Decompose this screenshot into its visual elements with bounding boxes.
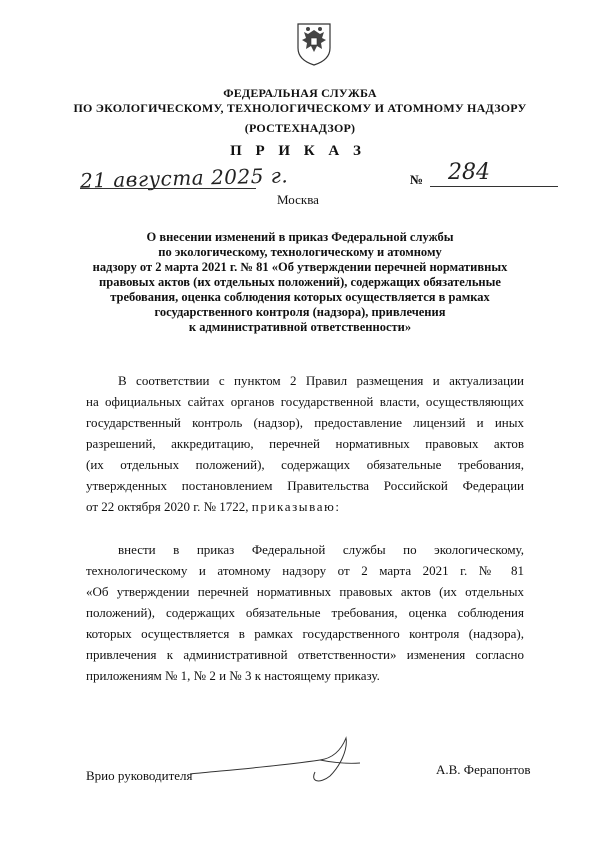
paragraph-line: привлечения к административной ответственности» изменения согласно xyxy=(86,647,524,662)
heading-line: требования, оценка соблюдения которых осуществляется в рамках xyxy=(110,290,490,304)
paragraph-line: В соответствии с пунктом 2 Правил размещения и актуализации xyxy=(118,373,524,388)
heading-line: государственного контроля (надзора), привлечения xyxy=(154,305,446,319)
signatory-name: А.В. Ферапонтов xyxy=(436,762,531,777)
paragraph-line: приложениям № 1, № 2 и № 3 к настоящему приказу. xyxy=(86,668,380,683)
number-underline xyxy=(430,186,558,187)
paragraph-line: технологическому и атомному надзору от 2 марта 2021 г. № 81 xyxy=(86,563,524,578)
paragraph-line-prefix: от 22 октября 2020 г. № 1722, xyxy=(86,499,249,514)
agency-name-line2: ПО ЭКОЛОГИЧЕСКОМУ, ТЕХНОЛОГИЧЕСКОМУ И АТОМНОМУ НАДЗОРУ xyxy=(73,101,527,115)
heading-line: по экологическому, технологическому и атомному xyxy=(158,245,442,259)
body-paragraph-1 xyxy=(86,370,524,517)
heading-line: надзору от 2 марта 2021 г. № 81 «Об утверждении перечней нормативных xyxy=(92,260,508,274)
body-paragraph-2 xyxy=(86,539,524,686)
paragraph-line: которых осуществляется в рамках государственного контроля (надзора), xyxy=(86,626,524,641)
city-label: Москва xyxy=(277,192,319,207)
order-heading xyxy=(70,230,530,335)
paragraph-line: разрешений, аккредитацию, перечней нормативных правовых актов xyxy=(86,436,524,451)
heading-line: О внесении изменений в приказ Федеральной службы xyxy=(146,230,454,244)
order-verb: приказываю: xyxy=(251,499,341,514)
document-type-title: П Р И К А З xyxy=(230,143,366,159)
handwritten-number: 284 xyxy=(448,160,490,185)
paragraph-line: положений), содержащих обязательные требования, оценка соблюдения xyxy=(86,605,524,620)
agency-short-name: (РОСТЕХНАДЗОР) xyxy=(244,121,356,135)
heading-line: к административной ответственности» xyxy=(188,320,412,334)
agency-name-line1: ФЕДЕРАЛЬНАЯ СЛУЖБА xyxy=(223,86,377,100)
handwritten-date: 21 августа 2025 г. xyxy=(79,163,289,193)
paragraph-line xyxy=(86,496,524,517)
signatory-position: Врио руководителя xyxy=(86,768,193,783)
date-underline xyxy=(80,188,256,189)
paragraph-line: государственный контроль (надзор), предоставление лицензий и иных xyxy=(86,415,524,430)
heading-line: правовых актов (их отдельных положений), содержащих обязательные xyxy=(99,275,501,289)
paragraph-line: (их отдельных положений), содержащих обязательные требования, xyxy=(86,457,524,472)
paragraph-line: утвержденных постановлением Правительства Российской Федерации xyxy=(86,478,524,493)
paragraph-line: внести в приказ Федеральной службы по экологическому, xyxy=(118,542,524,557)
paragraph-line: «Об утверждении перечней нормативных правовых актов (их отдельных xyxy=(86,584,524,599)
signature-mark-icon xyxy=(170,730,370,790)
number-label: № xyxy=(410,172,424,187)
paragraph-line: на официальных сайтах органов государственной власти, осуществляющих xyxy=(86,394,524,409)
coat-of-arms-icon xyxy=(294,18,334,66)
